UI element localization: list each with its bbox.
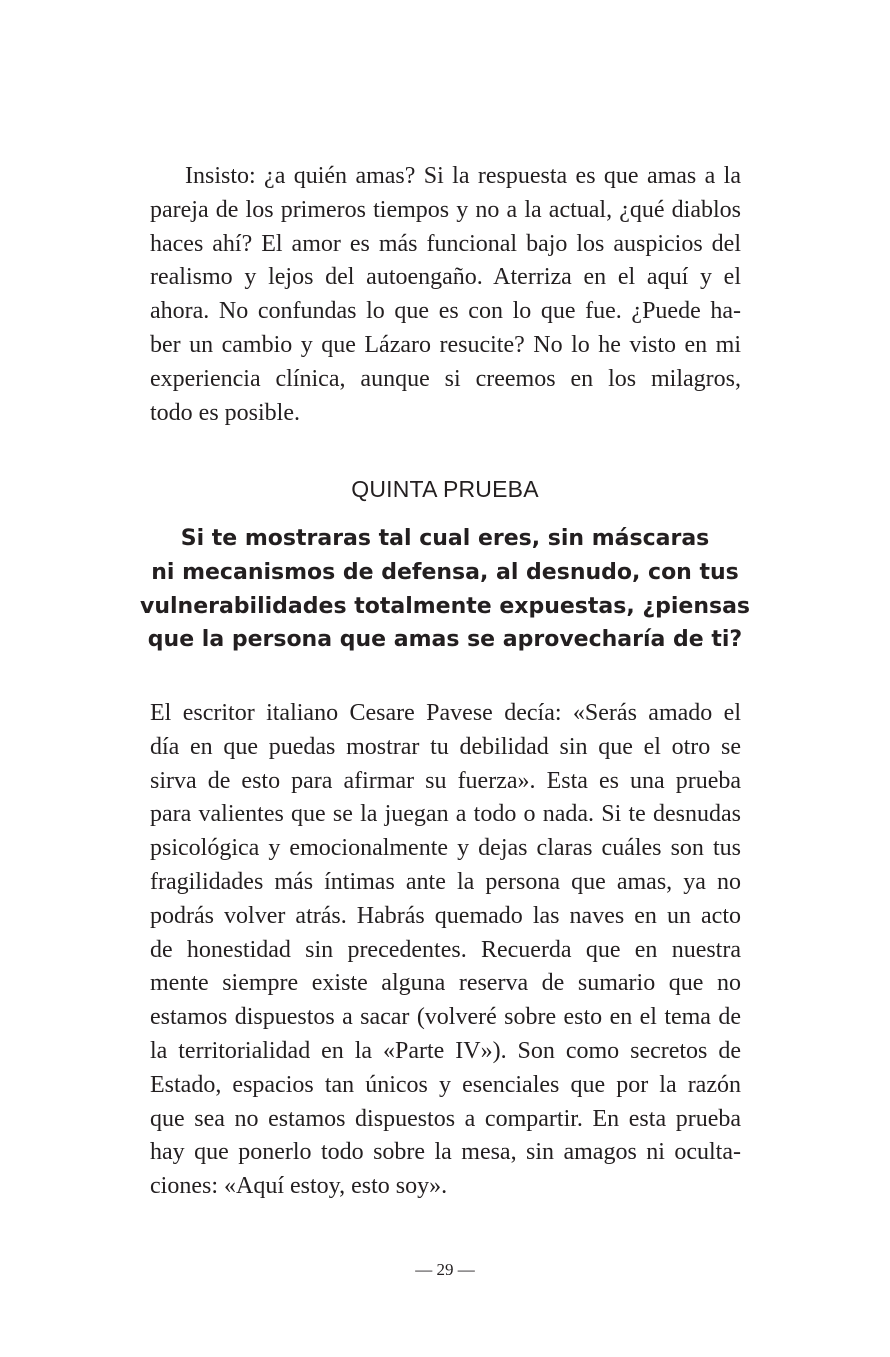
text-line: que sea no estamos dispuestos a compartir. En esta prueba: [150, 1105, 741, 1132]
text-line: experiencia clínica, aunque si creemos en los milagros,: [150, 365, 741, 392]
text-line: estamos dispuestos a sacar (volveré sobre esto en el tema de: [150, 1004, 741, 1031]
text-line: todo es posible.: [150, 399, 300, 426]
text-line: ahora. No confundas lo que es con lo que fue. ¿Puede ha-: [150, 298, 741, 325]
text-line: fragilidades más íntimas ante la persona que amas, ya no: [150, 868, 741, 895]
text-line: mente siempre existe alguna reserva de sumario que no: [150, 970, 741, 997]
text-line: la territorialidad en la «Parte IV»). Son como secretos de: [150, 1037, 741, 1064]
text-line: para valientes que se la juegan a todo o nada. Si te desnudas: [150, 801, 741, 828]
text-line: día en que puedas mostrar tu debilidad sin que el otro se: [150, 733, 741, 760]
question-line: ni mecanismos de defensa, al desnudo, con tus: [151, 559, 739, 585]
text-line: Insisto: ¿a quién amas? Si la respuesta es que amas a la: [185, 163, 741, 189]
section-question: [100, 522, 790, 657]
text-line: de honestidad sin precedentes. Recuerda que en nuestra: [150, 936, 741, 963]
section-title: QUINTA PRUEBA: [351, 476, 539, 502]
text-line: ciones: «Aquí estoy, esto soy».: [150, 1173, 448, 1200]
text-line: podrás volver atrás. Habrás quemado las naves en un acto: [150, 902, 741, 929]
text-line: realismo y lejos del autoengaño. Aterriza en el aquí y el: [150, 264, 741, 291]
text-line: El escritor italiano Cesare Pavese decía: «Serás amado el: [150, 700, 741, 726]
text-line: sirva de esto para afirmar su fuerza». Esta es una prueba: [150, 767, 741, 794]
question-line: Si te mostraras tal cual eres, sin máscaras: [180, 526, 710, 551]
paragraph-intro: [150, 160, 741, 430]
text-line: hay que ponerlo todo sobre la mesa, sin amagos ni oculta-: [150, 1139, 741, 1166]
text-line: haces ahí? El amor es más funcional bajo los auspicios del: [150, 230, 741, 257]
question-line: vulnerabilidades totalmente expuestas, ¿piensas: [139, 593, 751, 619]
paragraph-body: [150, 697, 741, 1204]
text-line: pareja de los primeros tiempos y no a la actual, ¿qué diablos: [150, 196, 741, 223]
text-line: Estado, espacios tan únicos y esenciales que por la razón: [150, 1071, 741, 1098]
text-line: ber un cambio y que Lázaro resucite? No lo he visto en mi: [150, 331, 741, 358]
page-number: — 29 —: [415, 1260, 475, 1279]
text-line: psicológica y emocionalmente y dejas claras cuáles son tus: [150, 835, 741, 862]
question-line: que la persona que amas se aprovecharía de ti?: [147, 627, 743, 653]
